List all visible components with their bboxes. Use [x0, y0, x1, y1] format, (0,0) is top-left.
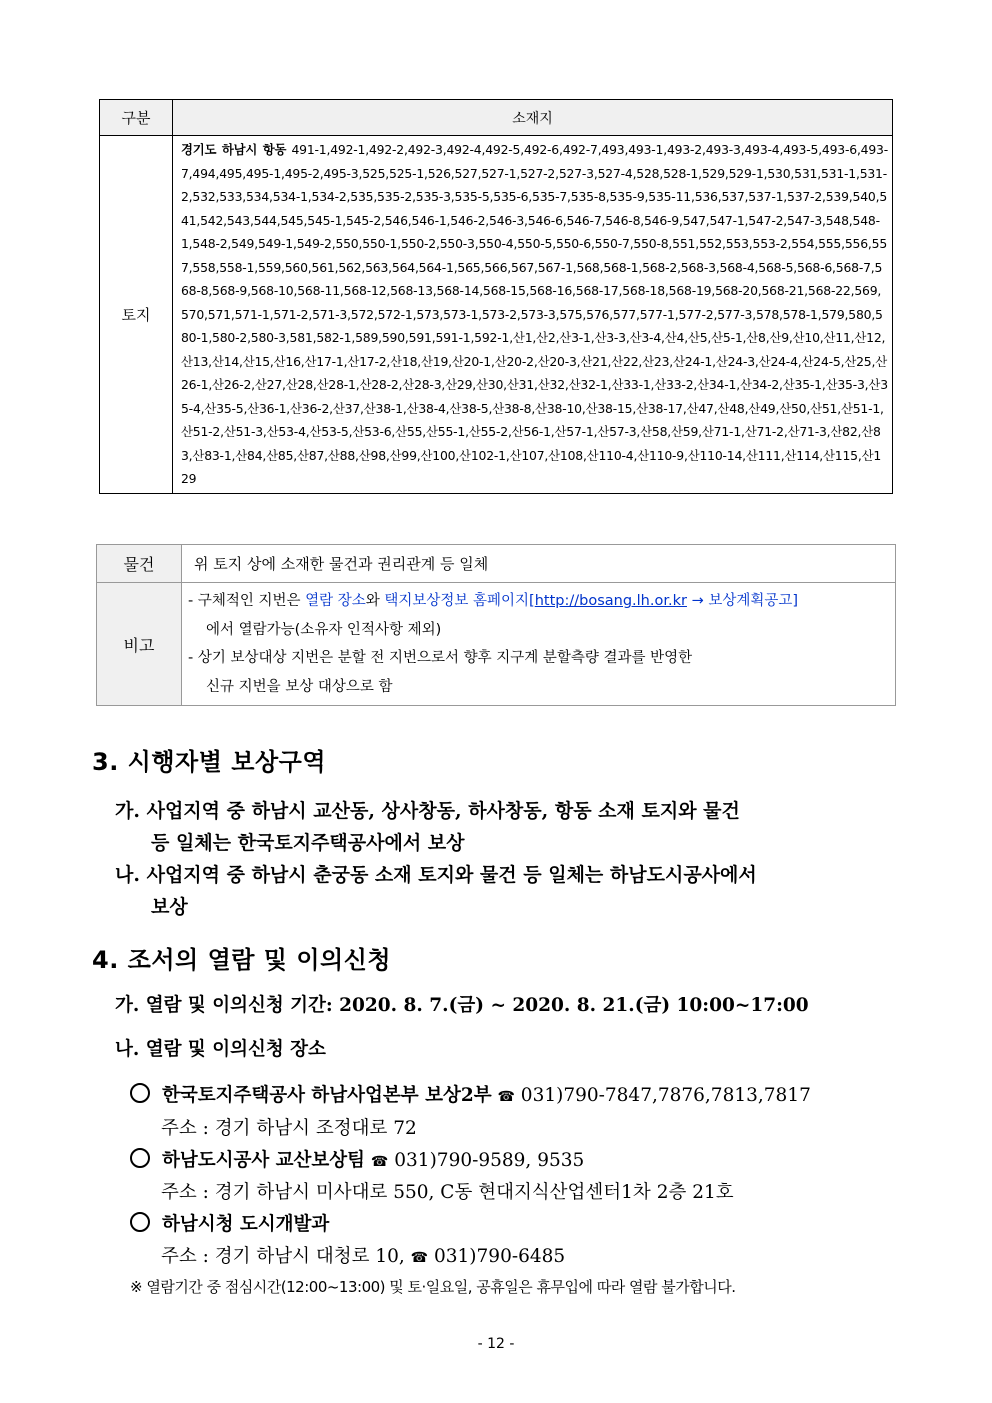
place-3-address [161, 1242, 565, 1268]
place-2-phone: 031)790-9589, 9535 [394, 1150, 585, 1171]
remark-1-text-e: → 보상계획공고] [686, 593, 799, 609]
bosang-homepage-link[interactable]: http://bosang.lh.or.kr [534, 593, 687, 609]
remarks-row [97, 583, 896, 706]
goods-remarks-table [96, 544, 896, 706]
remark-1-text-c: 와 [365, 593, 385, 609]
circle-bullet-icon [130, 1083, 150, 1103]
place-2 [130, 1146, 584, 1172]
lunch-time-note: ※ 열람기간 중 점심시간(12:00~13:00) 및 토·일요일, 공휴일은 휴무입에 따라 열람 불가합니다. [130, 1278, 736, 1296]
viewing-period-text: 가. 열람 및 이의신청 기간: 2020. 8. 7.(금) ~ 2020. 8. 21.(금) 10:00~17:00 [115, 995, 809, 1016]
remark-2: - 상기 보상대상 지번은 분할 전 지번으로서 향후 지구계 분할측량 결과를 반영한 [188, 650, 693, 666]
place-2-name: 하남도시공사 교산보상팀 [162, 1150, 366, 1171]
address-lot-list: 491-1,492-1,492-2,492-3,492-4,492-5,492-6,492-7,493,493-1,493-2,493-3,493-4,493-5,493-6,493-7,494,495,495-1,495-2,495-3,525,525-1,526,527,527-1,527-2,527-3,527-4,528,528-1,529,529-1,530,531,531-1,531-2,532,533,534,534-1,534-2,535,535-2,535-3,535-5,535-6,535-7,535-8,535-9,535-11,536,537,537-1,537-2,539,540,541,542,543,544,545,545-1,545-2,546,546-1,546-2,546-3,546-6,546-7,546-8,546-9,547,547-1,547-2,547-3,548,548-1,548-2,549,549-1,549-2,550,550-1,550-2,550-3,550-4,550-5,550-6,550-7,550-8,551,552,553,553-2,554,555,556,557,558,558-1,559,560,561,562,563,564,564-1,565,566,567,567-1,568,568-1,568-2,568-3,568-4,568-5,568-6,568-7,568-8,568-9,568-10,568-11,568-12,568-13,568-14,568-15,568-16,568-17,568-18,568-19,568-20,568-21,568-22,569,570,571,571-1,571-2,571-3,572,572-1,573,573-1,573-2,573-3,575,576,577,577-1,577-2,577-3,578,578-1,579,580,580-1,580-2,580-3,581,582-1,589,590,591,591-1,592-1,산1,산2,산3-1,산3-3,산3-4,산4,산5,산5-1,산8,산9,산10,산11,산12,산13,산14,산15,산16,산17-1,산17-2,산18,산19,산20-1,산20-2,산20-3,산21,산22,산23,산24-1,산24-3,산24-4,산24-5,산25,산26-1,산26-2,산27,산28,산28-1,산28-2,산28-3,산29,산30,산31,산32,산32-1,산33-1,산33-2,산34-1,산34-2,산35-1,산35-3,산35-4,산35-5,산36-1,산36-2,산37,산38-1,산38-4,산38-5,산38-8,산38-10,산38-15,산38-17,산47,산48,산49,산50,산51,산51-1,산51-2,산51-3,산53-4,산53-5,산53-6,산55,산55-1,산55-2,산56-1,산57-1,산57-3,산58,산59,산71-1,산71-2,산71-3,산82,산83,산83-1,산84,산85,산87,산88,산98,산99,산100,산102-1,산107,산108,산110-4,산110-9,산110-14,산111,산114,산115,산129 [181, 142, 888, 486]
goods-label: 물건 [97, 545, 182, 583]
section-3-title: 3. 시행자별 보상구역 [92, 748, 326, 776]
place-3-name: 하남시청 도시개발과 [162, 1214, 330, 1235]
land-label: 토지 [100, 136, 173, 494]
remarks-label: 비고 [97, 583, 182, 706]
land-location-table [99, 99, 893, 494]
phone-icon: ☎ [410, 1250, 429, 1266]
item-na-line-2: 보상 [151, 896, 188, 918]
address-prefix: 경기도 하남시 항동 [181, 142, 287, 157]
phone-icon: ☎ [497, 1089, 515, 1105]
place-1-address: 주소 : 경기 하남시 조정대로 72 [161, 1118, 417, 1139]
place-2-address: 주소 : 경기 하남시 미사대로 550, C동 현대지식산업센터1차 2층 21호 [161, 1182, 734, 1203]
remarks-cell [182, 583, 896, 706]
remark-1-text-a: - 구체적인 지번은 [188, 593, 306, 609]
goods-text: 위 토지 상에 소재한 물건과 권리관계 등 일체 [182, 545, 896, 583]
place-1 [130, 1081, 811, 1107]
circle-bullet-icon [130, 1212, 150, 1232]
remark-1-viewing-place: 열람 장소 [305, 593, 366, 609]
item-na-line-1: 나. 사업지역 중 하남시 춘궁동 소재 토지와 물건 등 일체는 하남도시공사에서 [115, 864, 757, 886]
section-3-item-ga [115, 795, 740, 859]
viewing-place-title [115, 1035, 326, 1061]
goods-row [97, 545, 896, 583]
viewing-period [115, 991, 809, 1017]
phone-icon: ☎ [370, 1154, 389, 1170]
table-header-row [100, 100, 893, 136]
section-3-item-na [115, 859, 757, 923]
remark-1-continued: 에서 열람가능(소유자 인적사항 제외) [206, 621, 442, 638]
item-ga-line-2: 등 일체는 한국토지주택공사에서 보상 [151, 832, 465, 854]
remark-1-homepage: 택지보상정보 홈페이지[ [384, 593, 535, 609]
place-3 [130, 1210, 329, 1236]
place-3-address-text: 주소 : 경기 하남시 대청로 10, [161, 1246, 411, 1267]
header-location: 소재지 [173, 100, 893, 136]
place-1-name: 한국토지주택공사 하남사업본부 보상2부 [162, 1085, 492, 1106]
page-number: - 12 - [477, 1336, 515, 1352]
viewing-place-title-text: 나. 열람 및 이의신청 장소 [115, 1039, 326, 1060]
circle-bullet-icon [130, 1148, 150, 1168]
remark-2-continued: 신규 지번을 보상 대상으로 함 [206, 678, 393, 695]
place-1-phone: 031)790-7847,7876,7813,7817 [520, 1085, 811, 1106]
remark-1 [188, 587, 889, 616]
item-ga-line-1: 가. 사업지역 중 하남시 교산동, 상사창동, 하사창동, 항동 소재 토지와 물건 [115, 800, 740, 822]
header-category: 구분 [100, 100, 173, 136]
place-3-phone: 031)790-6485 [434, 1246, 566, 1267]
land-address-cell [173, 136, 893, 494]
section-4-title: 4. 조서의 열람 및 이의신청 [92, 946, 392, 974]
land-row [100, 136, 893, 494]
